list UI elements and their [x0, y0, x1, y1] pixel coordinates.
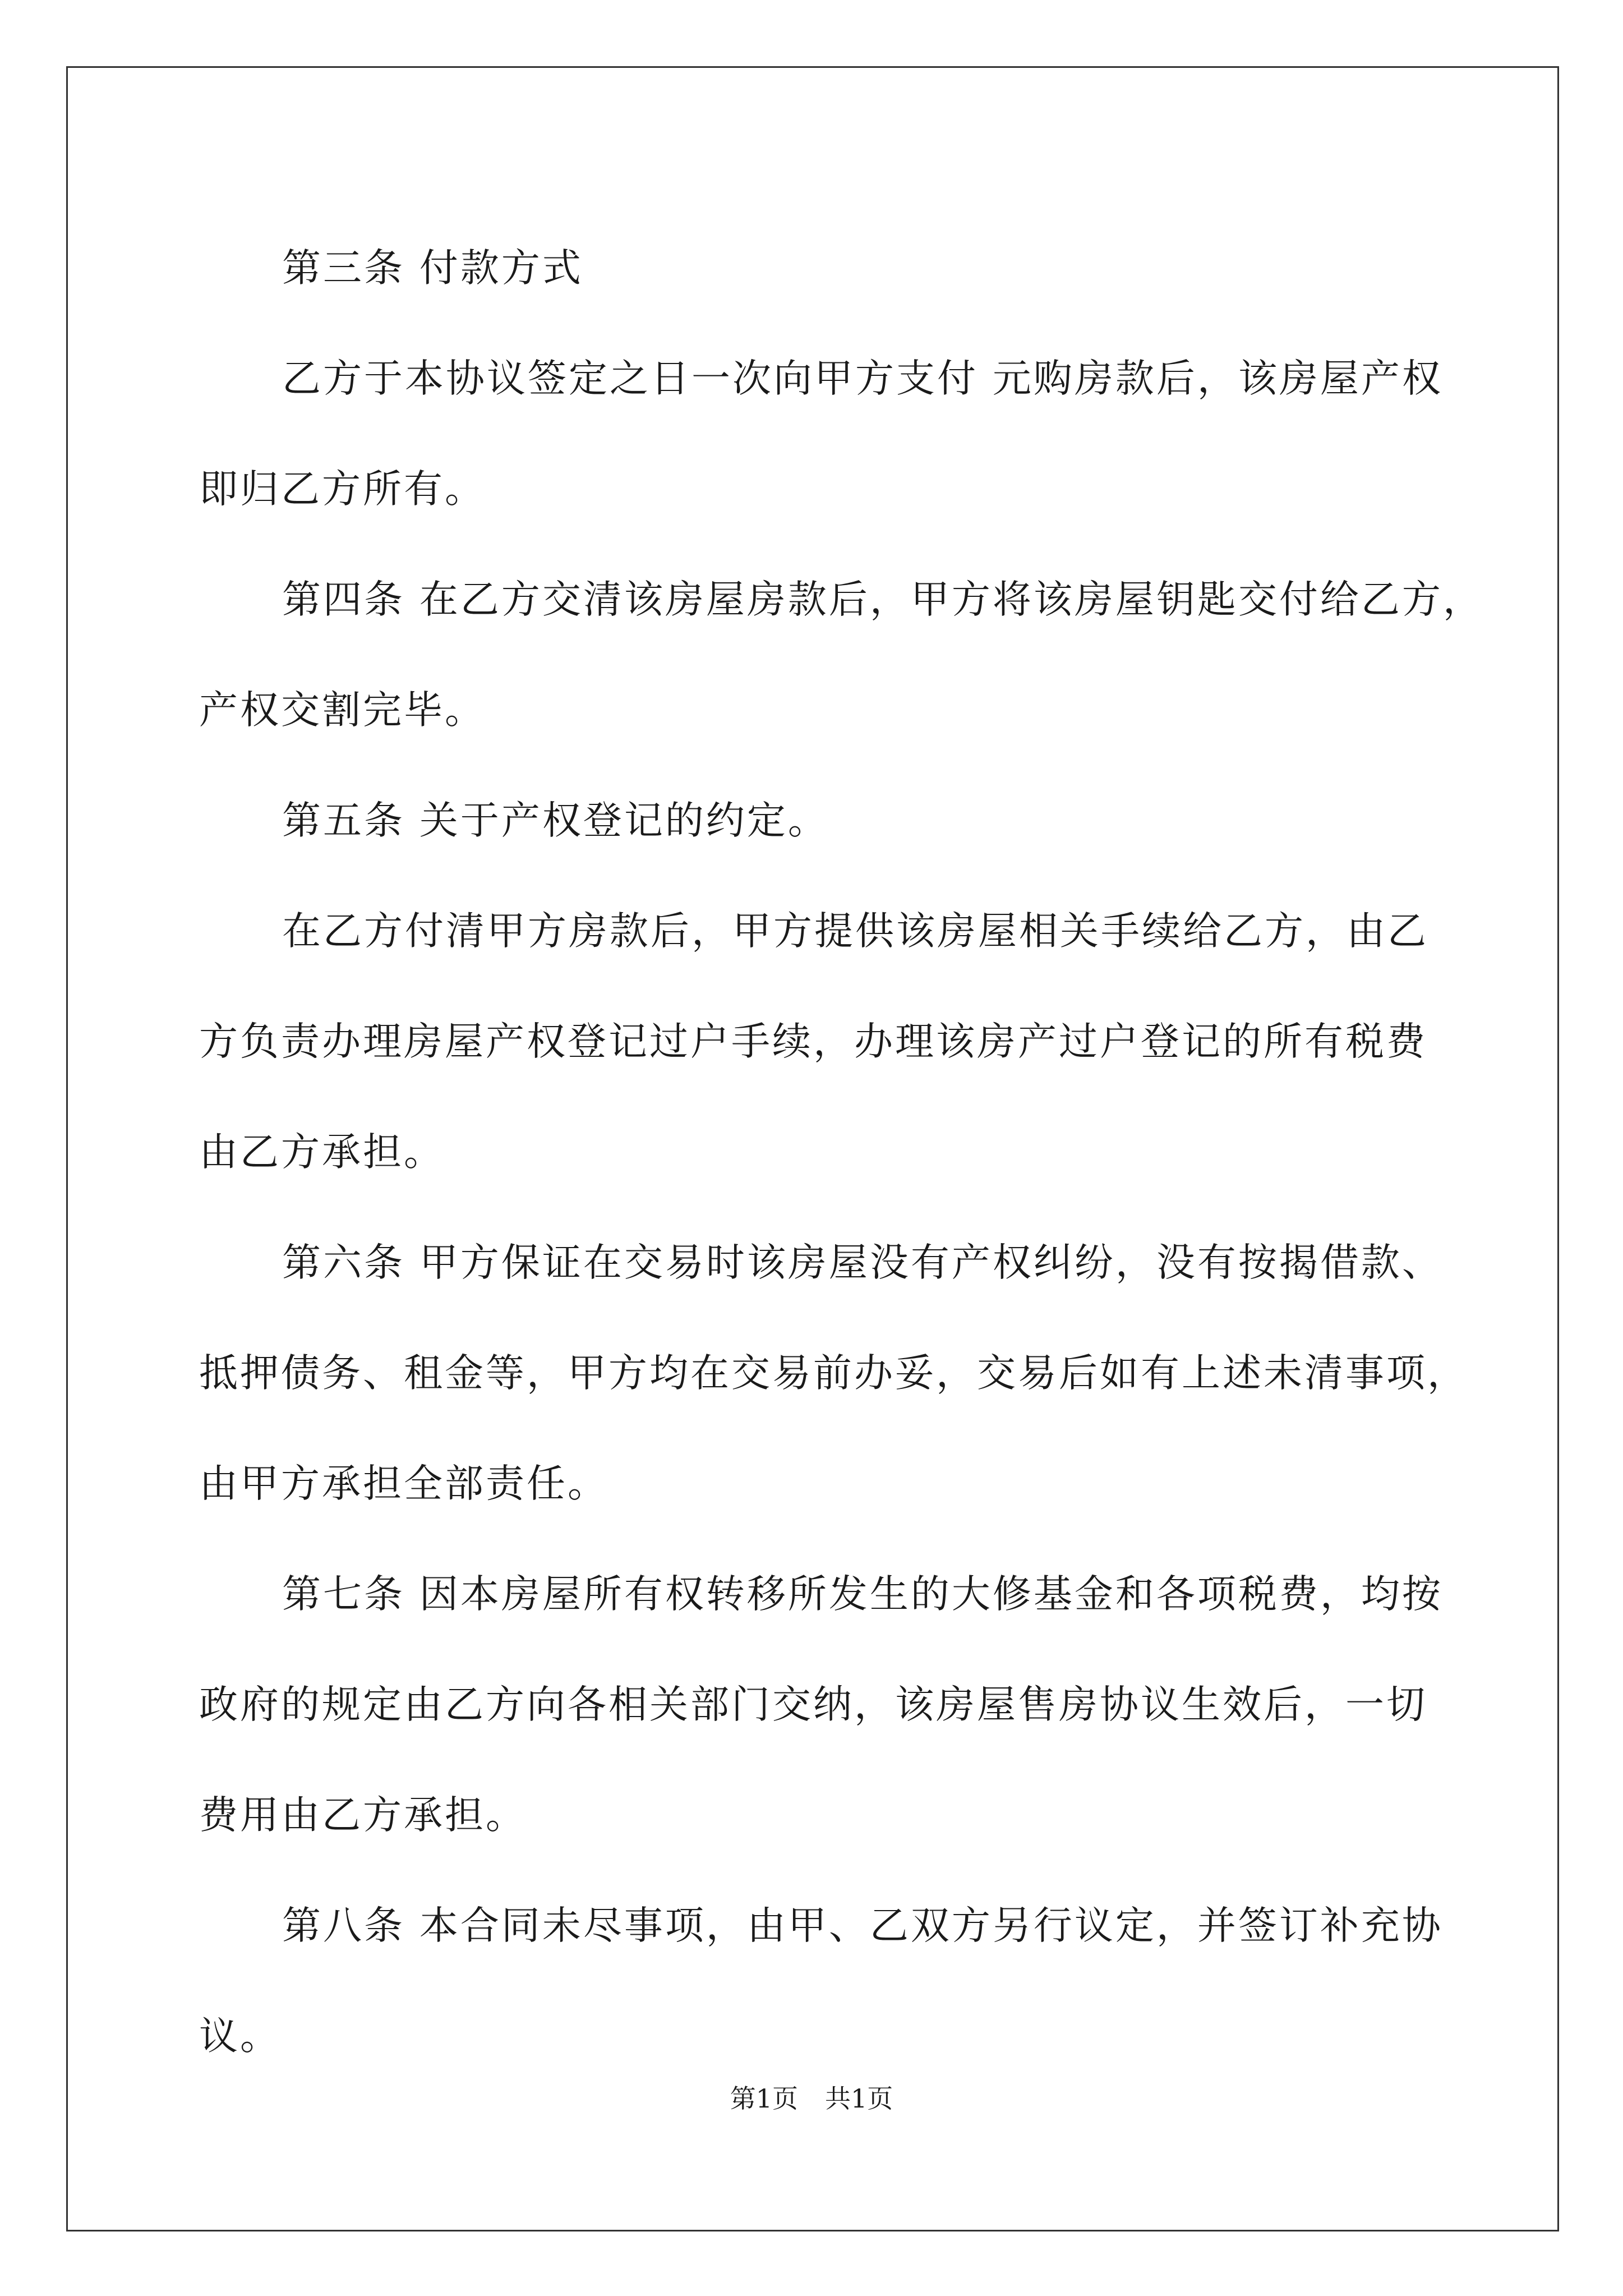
document-body [199, 213, 1484, 2092]
clause-7-line-1: 第七条 因本房屋所有权转移所发生的大修基金和各项税费，均按 [282, 1572, 1443, 1617]
clause-6-line-3: 由甲方承担全部责任。 [199, 1461, 608, 1506]
page-number-current: 第1页 [730, 2083, 798, 2114]
clause-7-line-2: 政府的规定由乙方向各相关部门交纳，该房屋售房协议生效后，一切 [199, 1682, 1427, 1727]
clause-3-title: 第三条 付款方式 [282, 246, 583, 291]
clause-5-title: 第五条 关于产权登记的约定。 [282, 798, 829, 843]
clause-5-text-line-2: 方负责办理房屋产权登记过户手续，办理该房产过户登记的所有税费 [199, 1019, 1427, 1064]
clause-5-text-line-3: 由乙方承担。 [199, 1130, 445, 1175]
clause-5-text-line-1: 在乙方付清甲方房款后，甲方提供该房屋相关手续给乙方，由乙 [282, 909, 1428, 954]
clause-6-line-1: 第六条 甲方保证在交易时该房屋没有产权纠纷，没有按揭借款、 [282, 1240, 1443, 1285]
clause-7-line-3: 费用由乙方承担。 [199, 1793, 527, 1838]
clause-6-line-2: 抵押债务、租金等，甲方均在交易前办妥，交易后如有上述未清事项， [199, 1351, 1468, 1396]
clause-3-text-line-2: 即归乙方所有。 [199, 467, 486, 512]
page-number-total: 共1页 [825, 2083, 893, 2114]
clause-3-text-line-1: 乙方于本协议签定之日一次向甲方支付 元购房款后，该房屋产权 [282, 356, 1443, 401]
page-footer [0, 2078, 1623, 2115]
clause-8-line-2: 议。 [199, 2014, 281, 2059]
clause-8-line-1: 第八条 本合同未尽事项，由甲、乙双方另行议定，并签订补充协 [282, 1903, 1443, 1948]
clause-4-line-2: 产权交割完毕。 [199, 688, 486, 733]
clause-4-line-1: 第四条 在乙方交清该房屋房款后，甲方将该房屋钥匙交付给乙方， [282, 577, 1484, 622]
